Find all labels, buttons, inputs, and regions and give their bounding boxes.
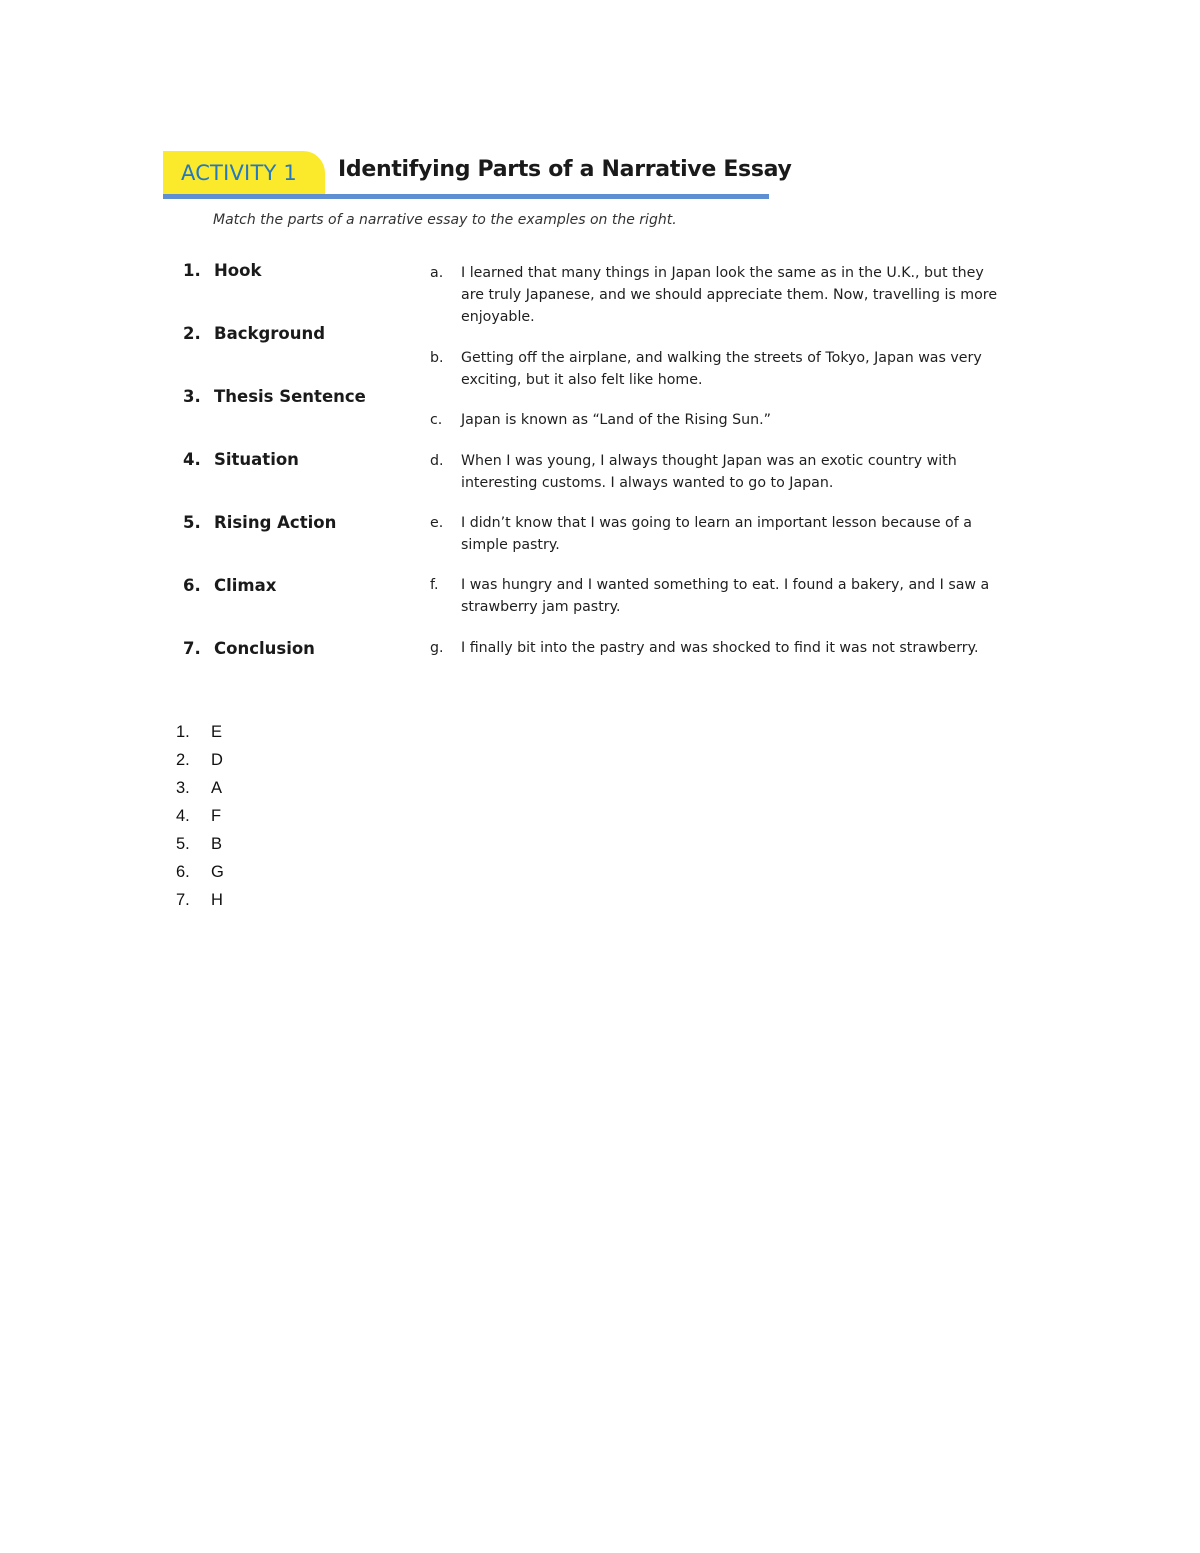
part-item — [183, 513, 336, 532]
example-letter: c. — [430, 412, 443, 428]
part-label: Thesis Sentence — [214, 387, 366, 406]
activity-badge — [163, 151, 325, 194]
part-label: Conclusion — [214, 639, 315, 658]
part-item — [183, 576, 276, 595]
part-label: Climax — [214, 576, 277, 595]
example-item — [430, 450, 1010, 494]
part-label: Hook — [214, 261, 262, 280]
header-divider — [163, 194, 769, 199]
example-item — [430, 262, 1010, 328]
answer-number: 1. — [176, 723, 190, 741]
answer-item — [176, 891, 223, 910]
answer-item — [176, 807, 221, 826]
part-item — [183, 639, 315, 658]
part-item — [183, 261, 261, 280]
example-letter: f. — [430, 577, 439, 593]
part-item — [183, 450, 299, 469]
instructions: Match the parts of a narrative essay to the examples on the right. — [213, 212, 677, 228]
part-number: 1. — [183, 261, 201, 280]
answer-item — [176, 723, 222, 742]
activity-title: Identifying Parts of a Narrative Essay — [338, 157, 792, 182]
answer-number: 7. — [176, 891, 190, 909]
answer-value: D — [211, 751, 223, 769]
answer-value: A — [211, 779, 223, 797]
example-text: I was hungry and I wanted something to eat. I found a bakery, and I saw a strawberry jam pastry. — [461, 577, 990, 615]
answer-value: E — [211, 723, 223, 741]
part-label: Situation — [214, 450, 299, 469]
part-item — [183, 387, 366, 406]
answer-number: 5. — [176, 835, 190, 853]
example-item — [430, 512, 1010, 556]
example-letter: b. — [430, 350, 444, 366]
answer-value: F — [211, 807, 222, 825]
answer-number: 2. — [176, 751, 190, 769]
example-item — [430, 409, 1010, 431]
answer-item — [176, 835, 222, 854]
part-number: 4. — [183, 450, 201, 469]
example-letter: g. — [430, 640, 444, 656]
answer-number: 6. — [176, 863, 190, 881]
answer-item — [176, 863, 224, 882]
answer-value: G — [211, 863, 224, 881]
example-letter: a. — [430, 265, 444, 281]
example-text: I learned that many things in Japan look the same as in the U.K., but they are truly Japanese, and we should appreciate them. Now, travelling is more enjoyable. — [461, 265, 998, 325]
part-item — [183, 324, 325, 343]
answer-number: 3. — [176, 779, 190, 797]
example-text: I didn’t know that I was going to learn an important lesson because of a simple pastry. — [461, 515, 972, 553]
example-text: Getting off the airplane, and walking the streets of Tokyo, Japan was very exciting, but it also felt like home. — [461, 350, 982, 388]
answer-item — [176, 751, 223, 770]
answer-value: H — [211, 891, 223, 909]
answer-item — [176, 779, 222, 798]
part-label: Rising Action — [214, 513, 337, 532]
part-label: Background — [214, 324, 326, 343]
part-number: 3. — [183, 387, 201, 406]
answer-number: 4. — [176, 807, 190, 825]
activity-header — [163, 151, 792, 199]
part-number: 5. — [183, 513, 201, 532]
example-item — [430, 637, 1010, 659]
part-number: 6. — [183, 576, 201, 595]
example-text: When I was young, I always thought Japan was an exotic country with interesting customs. I always wanted to go to Japan. — [461, 453, 957, 491]
activity-label: ACTIVITY 1 — [181, 160, 297, 185]
example-letter: d. — [430, 453, 444, 469]
example-item — [430, 347, 1010, 391]
part-number: 7. — [183, 639, 201, 658]
part-number: 2. — [183, 324, 201, 343]
answer-value: B — [211, 835, 223, 853]
example-letter: e. — [430, 515, 444, 531]
example-text: I finally bit into the pastry and was shocked to find it was not strawberry. — [461, 640, 979, 656]
example-item — [430, 574, 1010, 618]
example-text: Japan is known as “Land of the Rising Sun.” — [461, 412, 771, 428]
